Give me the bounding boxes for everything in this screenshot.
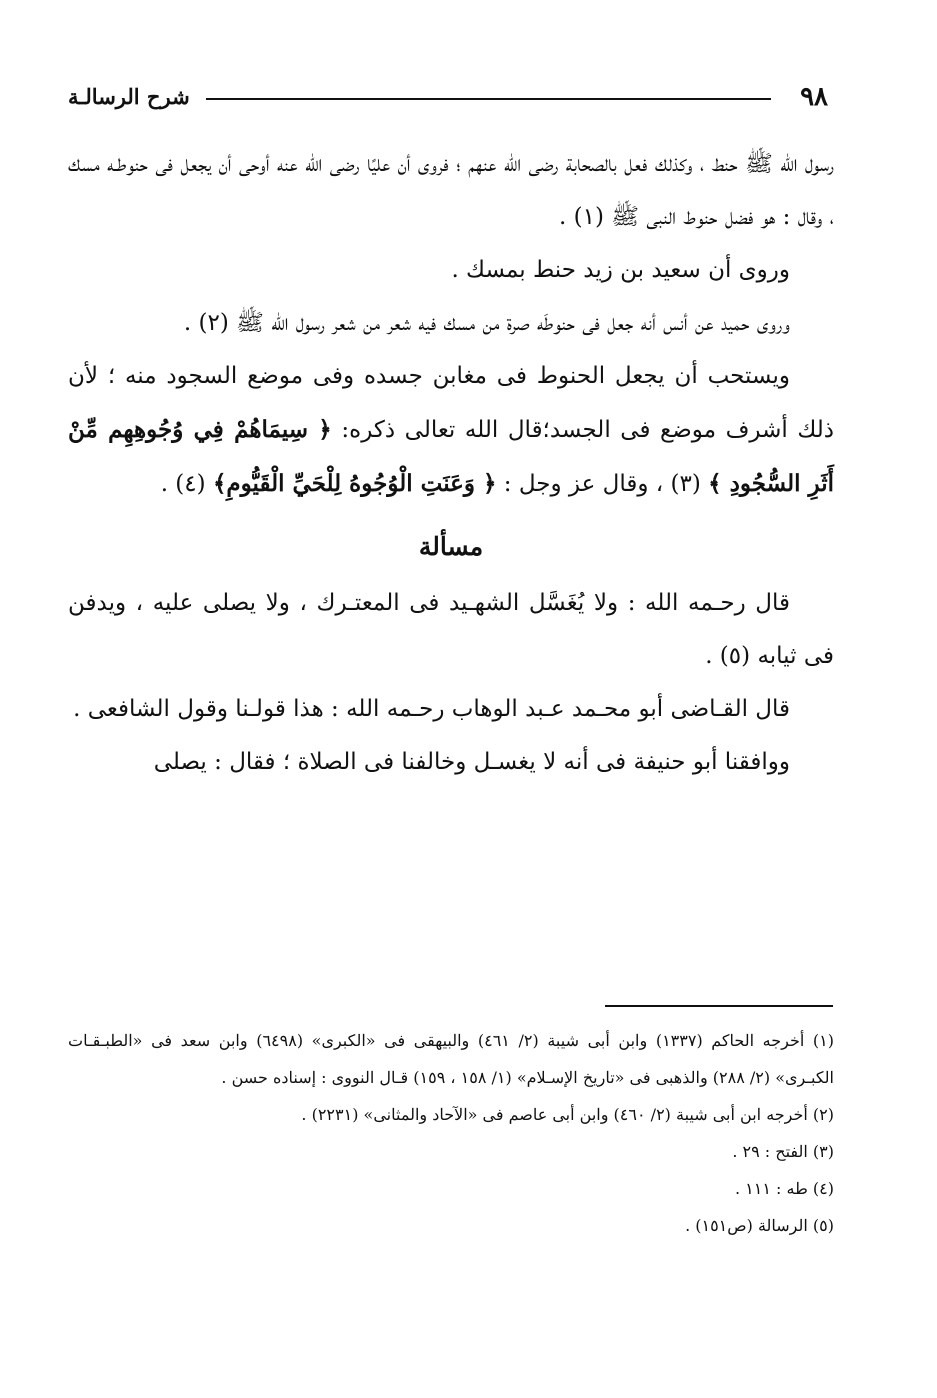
- paragraph-2: وروى أن سعيد بن زيد حنط بمسك .: [451, 257, 790, 283]
- main-text: [68, 138, 834, 789]
- paragraph-4-text: ويستحب أن يجعل الحنوط فى مغابن جسده وفى موضع السجود منه ؛ لأن ذلك أشرف موضع فى الجسد؛قال الله تعالى ذكره:: [68, 363, 835, 443]
- page-header: [68, 80, 836, 120]
- paragraph-7: ووافقنا أبو حنيفة فى أنه لا يغسـل وخالفنا فى الصلاة ؛ فقال : يصلى: [153, 749, 790, 775]
- paragraph-5: قال رحـمه الله : ولا يُغَسَّل الشهـيد فى المعتـرك ، ولا يصلى عليه ، ويدفن فى ثيابه (٥) .: [68, 590, 834, 669]
- quran-verse-2: ﴿ وَعَنَتِ الْوُجُوهُ لِلْحَيِّ الْقَيُّومِ﴾: [212, 470, 497, 497]
- footnote-1: (١) أخرجه الحاكم (١٣٣٧) وابن أبى شيبة (٢/ ٤٦١) والبيهقى فى «الكبرى» (٦٤٩٨) وابن سعد فى «الطبـقـات الكبـرى» (٢/ ٢٨٨) والذهبى فى «تاريخ الإسـلام» (١/ ١٥٨ ، ١٥٩) قـال النووى : إسناده حسن .: [68, 1031, 834, 1087]
- footnote-4: (٤) طه : ١١١ .: [735, 1179, 834, 1198]
- paragraph-3: وروى حميد عن أنس أنه جعل فى حنوطَه صرة من مسك فيه شعر من شعر رسول الله ﷺ (٢) .: [183, 310, 790, 336]
- paragraph-1: رسول الله ﷺ حنط ، وكذلك فعل بالصحابة رضى الله عنهم ؛ فروى أن عليًا رضى الله عنه أوحى أن يجعل فى حنوطـه مسك ، وقال : هو فضل حنوط النبى ﷺ (١) .: [68, 151, 834, 230]
- footnote-5: (٥) الرسالة (ص١٥١) .: [685, 1216, 834, 1235]
- paragraph-4-end: (٤) .: [160, 471, 206, 497]
- footnote-3: (٣) الفتح : ٢٩ .: [732, 1142, 834, 1161]
- running-title: شرح الرسالـة: [68, 84, 190, 109]
- header-rule: [206, 98, 771, 100]
- page-number: ٩٨: [800, 82, 828, 112]
- paragraph-6: قال القـاضى أبو محـمد عـبد الوهاب رحـمه الله : هذا قولـنا وقول الشافعى .: [73, 696, 790, 722]
- paragraph-4-mid: (٣) ، وقال عز وجل :: [503, 471, 701, 497]
- paragraph-4: [68, 350, 834, 511]
- footnote-separator: [605, 1005, 833, 1007]
- quran-verse-1: ﴿ سِيمَاهُمْ فِي وُجُوهِهِم مِّنْ أَثَرِ السُّجُودِ ﴾: [68, 416, 834, 497]
- footnotes: [68, 1022, 834, 1244]
- footnote-2: (٢) أخرجه ابن أبى شيبة (٢/ ٤٦٠) وابن أبى عاصم فى «الآحاد والمثانى» (٢٢٣١) .: [301, 1105, 834, 1124]
- section-heading: مسألة: [418, 532, 484, 561]
